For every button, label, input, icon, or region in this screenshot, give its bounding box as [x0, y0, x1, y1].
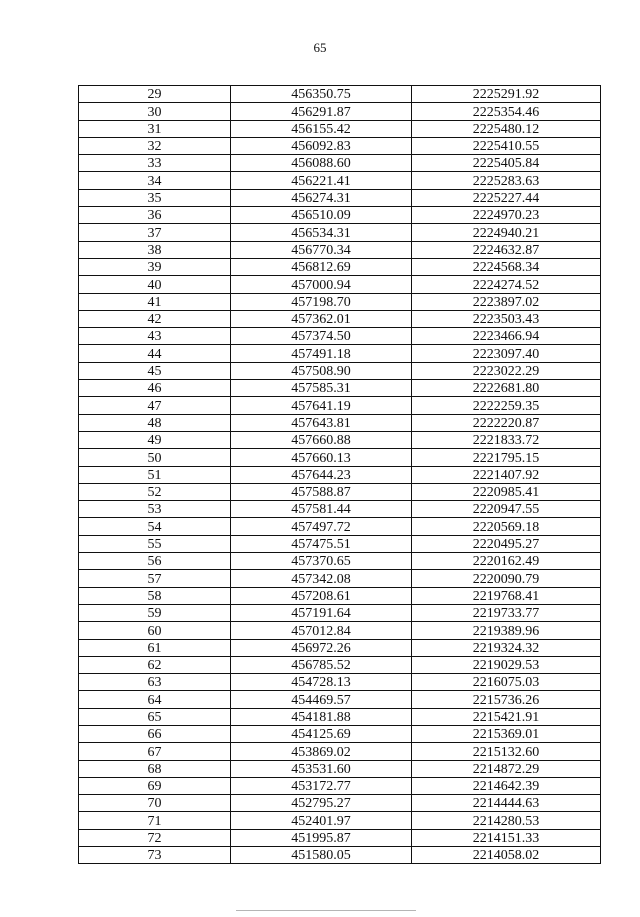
x-coordinate-cell: 454181.88 [231, 708, 412, 725]
y-coordinate-cell: 2220947.55 [412, 501, 601, 518]
point-number-cell: 48 [79, 414, 231, 431]
point-number-cell: 45 [79, 362, 231, 379]
point-number-cell: 49 [79, 431, 231, 448]
point-number-cell: 73 [79, 847, 231, 864]
point-number-cell: 58 [79, 587, 231, 604]
y-coordinate-cell: 2221833.72 [412, 431, 601, 448]
table-row [79, 760, 601, 777]
table-row [79, 777, 601, 794]
y-coordinate-cell: 2225405.84 [412, 155, 601, 172]
x-coordinate-cell: 456534.31 [231, 224, 412, 241]
x-coordinate-cell: 457370.65 [231, 553, 412, 570]
x-coordinate-cell: 457198.70 [231, 293, 412, 310]
point-number-cell: 35 [79, 189, 231, 206]
y-coordinate-cell: 2222259.35 [412, 397, 601, 414]
y-coordinate-cell: 2221407.92 [412, 466, 601, 483]
point-number-cell: 71 [79, 812, 231, 829]
x-coordinate-cell: 452401.97 [231, 812, 412, 829]
page-number: 65 [313, 40, 327, 55]
y-coordinate-cell: 2214642.39 [412, 777, 601, 794]
footer-divider [236, 910, 416, 911]
y-coordinate-cell: 2225354.46 [412, 103, 601, 120]
table-row [79, 224, 601, 241]
table-row [79, 570, 601, 587]
x-coordinate-cell: 457660.88 [231, 431, 412, 448]
table-row [79, 155, 601, 172]
y-coordinate-cell: 2225227.44 [412, 189, 601, 206]
x-coordinate-cell: 457191.64 [231, 604, 412, 621]
x-coordinate-cell: 456274.31 [231, 189, 412, 206]
table-row [79, 207, 601, 224]
y-coordinate-cell: 2223022.29 [412, 362, 601, 379]
x-coordinate-cell: 453869.02 [231, 743, 412, 760]
x-coordinate-cell: 456510.09 [231, 207, 412, 224]
point-number-cell: 42 [79, 310, 231, 327]
point-number-cell: 30 [79, 103, 231, 120]
table-row [79, 743, 601, 760]
point-number-cell: 70 [79, 795, 231, 812]
table-row [79, 241, 601, 258]
table-row [79, 708, 601, 725]
x-coordinate-cell: 457641.19 [231, 397, 412, 414]
table-row [79, 103, 601, 120]
table-row [79, 293, 601, 310]
table-row [79, 380, 601, 397]
x-coordinate-cell: 457491.18 [231, 345, 412, 362]
table-row [79, 691, 601, 708]
y-coordinate-cell: 2219768.41 [412, 587, 601, 604]
x-coordinate-cell: 453531.60 [231, 760, 412, 777]
point-number-cell: 65 [79, 708, 231, 725]
x-coordinate-cell: 454469.57 [231, 691, 412, 708]
table-row [79, 86, 601, 103]
point-number-cell: 56 [79, 553, 231, 570]
point-number-cell: 64 [79, 691, 231, 708]
x-coordinate-cell: 456155.42 [231, 120, 412, 137]
x-coordinate-cell: 457588.87 [231, 483, 412, 500]
x-coordinate-cell: 457643.81 [231, 414, 412, 431]
y-coordinate-cell: 2224568.34 [412, 258, 601, 275]
point-number-cell: 57 [79, 570, 231, 587]
point-number-cell: 31 [79, 120, 231, 137]
point-number-cell: 67 [79, 743, 231, 760]
x-coordinate-cell: 457000.94 [231, 276, 412, 293]
y-coordinate-cell: 2225291.92 [412, 86, 601, 103]
x-coordinate-cell: 457497.72 [231, 518, 412, 535]
y-coordinate-cell: 2224940.21 [412, 224, 601, 241]
x-coordinate-cell: 456785.52 [231, 656, 412, 673]
point-number-cell: 39 [79, 258, 231, 275]
table-row [79, 604, 601, 621]
table-row [79, 120, 601, 137]
table-row [79, 328, 601, 345]
y-coordinate-cell: 2225480.12 [412, 120, 601, 137]
point-number-cell: 32 [79, 137, 231, 154]
y-coordinate-cell: 2223466.94 [412, 328, 601, 345]
table-row [79, 501, 601, 518]
table-row [79, 137, 601, 154]
table-row [79, 674, 601, 691]
x-coordinate-cell: 457585.31 [231, 380, 412, 397]
x-coordinate-cell: 457644.23 [231, 466, 412, 483]
table-row [79, 258, 601, 275]
x-coordinate-cell: 457208.61 [231, 587, 412, 604]
point-number-cell: 43 [79, 328, 231, 345]
table-row [79, 449, 601, 466]
point-number-cell: 47 [79, 397, 231, 414]
table-row [79, 639, 601, 656]
y-coordinate-cell: 2215132.60 [412, 743, 601, 760]
x-coordinate-cell: 456221.41 [231, 172, 412, 189]
x-coordinate-cell: 456291.87 [231, 103, 412, 120]
y-coordinate-cell: 2214058.02 [412, 847, 601, 864]
x-coordinate-cell: 457508.90 [231, 362, 412, 379]
y-coordinate-cell: 2220569.18 [412, 518, 601, 535]
x-coordinate-cell: 456972.26 [231, 639, 412, 656]
y-coordinate-cell: 2222220.87 [412, 414, 601, 431]
table-row [79, 518, 601, 535]
point-number-cell: 40 [79, 276, 231, 293]
x-coordinate-cell: 457012.84 [231, 622, 412, 639]
x-coordinate-cell: 451580.05 [231, 847, 412, 864]
table-body [79, 86, 601, 864]
y-coordinate-cell: 2214872.29 [412, 760, 601, 777]
table-row [79, 656, 601, 673]
point-number-cell: 37 [79, 224, 231, 241]
point-number-cell: 51 [79, 466, 231, 483]
table-row [79, 795, 601, 812]
point-number-cell: 34 [79, 172, 231, 189]
y-coordinate-cell: 2225283.63 [412, 172, 601, 189]
x-coordinate-cell: 453172.77 [231, 777, 412, 794]
y-coordinate-cell: 2219733.77 [412, 604, 601, 621]
table-row [79, 189, 601, 206]
y-coordinate-cell: 2223897.02 [412, 293, 601, 310]
y-coordinate-cell: 2216075.03 [412, 674, 601, 691]
table-row [79, 829, 601, 846]
x-coordinate-cell: 457660.13 [231, 449, 412, 466]
y-coordinate-cell: 2224274.52 [412, 276, 601, 293]
table-row [79, 553, 601, 570]
table-row [79, 172, 601, 189]
point-number-cell: 61 [79, 639, 231, 656]
table-row [79, 535, 601, 552]
y-coordinate-cell: 2224970.23 [412, 207, 601, 224]
point-number-cell: 55 [79, 535, 231, 552]
table-row [79, 345, 601, 362]
table-row [79, 847, 601, 864]
table-row [79, 483, 601, 500]
x-coordinate-cell: 457374.50 [231, 328, 412, 345]
y-coordinate-cell: 2219029.53 [412, 656, 601, 673]
y-coordinate-cell: 2219389.96 [412, 622, 601, 639]
point-number-cell: 63 [79, 674, 231, 691]
x-coordinate-cell: 456088.60 [231, 155, 412, 172]
y-coordinate-cell: 2224632.87 [412, 241, 601, 258]
point-number-cell: 72 [79, 829, 231, 846]
point-number-cell: 46 [79, 380, 231, 397]
table-row [79, 397, 601, 414]
point-number-cell: 66 [79, 725, 231, 742]
y-coordinate-cell: 2220985.41 [412, 483, 601, 500]
point-number-cell: 62 [79, 656, 231, 673]
point-number-cell: 38 [79, 241, 231, 258]
table-row [79, 362, 601, 379]
x-coordinate-cell: 456350.75 [231, 86, 412, 103]
x-coordinate-cell: 454728.13 [231, 674, 412, 691]
point-number-cell: 53 [79, 501, 231, 518]
y-coordinate-cell: 2215736.26 [412, 691, 601, 708]
x-coordinate-cell: 456092.83 [231, 137, 412, 154]
point-number-cell: 36 [79, 207, 231, 224]
y-coordinate-cell: 2220090.79 [412, 570, 601, 587]
table-row [79, 622, 601, 639]
table-row [79, 725, 601, 742]
x-coordinate-cell: 457362.01 [231, 310, 412, 327]
table-row [79, 431, 601, 448]
y-coordinate-cell: 2222681.80 [412, 380, 601, 397]
y-coordinate-cell: 2214280.53 [412, 812, 601, 829]
x-coordinate-cell: 452795.27 [231, 795, 412, 812]
y-coordinate-cell: 2223097.40 [412, 345, 601, 362]
x-coordinate-cell: 454125.69 [231, 725, 412, 742]
point-number-cell: 54 [79, 518, 231, 535]
y-coordinate-cell: 2215369.01 [412, 725, 601, 742]
y-coordinate-cell: 2214444.63 [412, 795, 601, 812]
table-row [79, 414, 601, 431]
x-coordinate-cell: 456770.34 [231, 241, 412, 258]
x-coordinate-cell: 457581.44 [231, 501, 412, 518]
y-coordinate-cell: 2219324.32 [412, 639, 601, 656]
point-number-cell: 69 [79, 777, 231, 794]
x-coordinate-cell: 451995.87 [231, 829, 412, 846]
y-coordinate-cell: 2220162.49 [412, 553, 601, 570]
table-row [79, 276, 601, 293]
point-number-cell: 29 [79, 86, 231, 103]
point-number-cell: 60 [79, 622, 231, 639]
y-coordinate-cell: 2223503.43 [412, 310, 601, 327]
point-number-cell: 41 [79, 293, 231, 310]
x-coordinate-cell: 457475.51 [231, 535, 412, 552]
point-number-cell: 52 [79, 483, 231, 500]
y-coordinate-cell: 2221795.15 [412, 449, 601, 466]
x-coordinate-cell: 457342.08 [231, 570, 412, 587]
point-number-cell: 59 [79, 604, 231, 621]
point-number-cell: 44 [79, 345, 231, 362]
y-coordinate-cell: 2225410.55 [412, 137, 601, 154]
table-row [79, 587, 601, 604]
point-number-cell: 33 [79, 155, 231, 172]
table-row [79, 310, 601, 327]
table-row [79, 466, 601, 483]
coordinates-table [78, 85, 601, 864]
y-coordinate-cell: 2214151.33 [412, 829, 601, 846]
y-coordinate-cell: 2215421.91 [412, 708, 601, 725]
y-coordinate-cell: 2220495.27 [412, 535, 601, 552]
point-number-cell: 50 [79, 449, 231, 466]
x-coordinate-cell: 456812.69 [231, 258, 412, 275]
point-number-cell: 68 [79, 760, 231, 777]
table-row [79, 812, 601, 829]
